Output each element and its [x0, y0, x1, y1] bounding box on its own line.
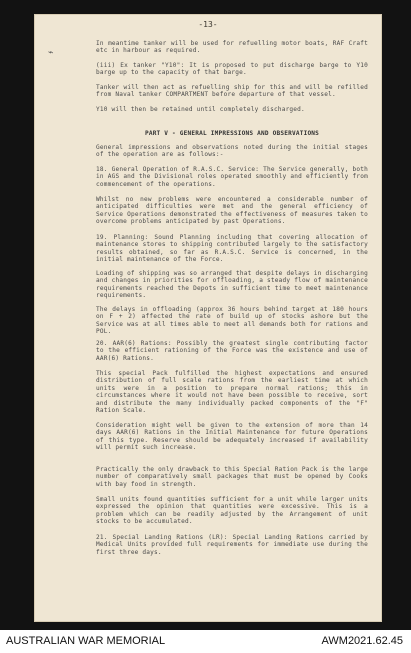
paragraph-14: Practically the only drawback to this Special Ration Pack is the large number of comparatively small packages that must be opened by Cooks with bay food in strength.	[96, 466, 368, 488]
paragraph-1: In meantime tanker will be used for refuelling motor boats, RAF Craft etc in harbour as required.	[96, 40, 368, 55]
paragraph-16: 21. Special Landing Rations (LR): Special Landing Rations carried by Medical Units provided full requirements for immediate use during the first three days.	[96, 534, 368, 556]
paragraph-6: 18. General Operation of R.A.S.C. Service: The Service generally, both in AGS and the Divisional roles operated smoothly and efficiently from commencement of the operations.	[96, 166, 368, 188]
margin-mark: ⌁	[48, 48, 54, 58]
paragraph-5: General impressions and observations noted during the initial stages of the operation are as follows:-	[96, 144, 368, 159]
paragraph-10: The delays in offloading (approx 36 hours behind target at 180 hours on F + 2) affected the rate of build up of stocks ashore but the Service was at all times able to meet all demands both for rations and POL.	[96, 306, 368, 336]
footer-bar	[0, 630, 411, 653]
paragraph-9: Loading of shipping was so arranged that despite delays in discharging and changes in priorities for offloading, a steady flow of maintenance requirements reached the Depots in sufficient time to meet maintenance requirements.	[96, 270, 368, 300]
page-number: -13-	[198, 20, 218, 29]
paragraph-2: (iii) Ex tanker "Y10": It is proposed to put discharge barge to Y10 barge up to the capacity of that barge.	[96, 62, 368, 77]
paragraph-12: This special Pack fulfilled the highest expectations and ensured distribution of full scale rations from the earliest time at which units were in a position to prepare normal rations; this in circumstances where it would not have been possible to receive, sort and distribute the many individually packed components of the "F" Ration Scale.	[96, 370, 368, 415]
paragraph-7: Whilst no new problems were encountered a considerable number of anticipated difficulties were met and the general efficiency of Service Operations demonstrated the effectiveness of measures taken to overcome problems anticipated by past Operations.	[96, 196, 368, 226]
paragraph-15: Small units found quantities sufficient for a unit while larger units expressed the opinion that quantities were excessive. This is a problem which can be readily adjusted by the Arrangement of unit stocks to be accumulated.	[96, 496, 368, 526]
footer-accession-number: AWM2021.62.45	[321, 635, 403, 647]
section-heading: PART V - GENERAL IMPRESSIONS AND OBSERVATIONS	[144, 130, 320, 137]
footer-source: AUSTRALIAN WAR MEMORIAL	[6, 635, 166, 647]
paragraph-4: Y10 will then be retained until completely discharged.	[96, 106, 305, 113]
paragraph-3: Tanker will then act as refuelling ship for this and will be refilled from Naval tanker COMPARTMENT before departure of that vessel.	[96, 84, 368, 99]
document-page	[34, 14, 382, 622]
paragraph-8: 19. Planning: Sound Planning including that covering allocation of maintenance stores to shipping contributed largely to the satisfactory results obtained, so far as R.A.S.C. Service is concerned, in the initial maintenance of the Force.	[96, 234, 368, 264]
paragraph-13: Consideration might well be given to the extension of more than 14 days AAR(6) Rations in the Initial Maintenance for future Operations of this type. Reserve should be adequately increased if availability will permit such increase.	[96, 422, 368, 452]
paragraph-11: 20. AAR(6) Rations: Possibly the greatest single contributing factor to the efficient rationing of the Force was the existence and use of AAR(6) Rations.	[96, 340, 368, 362]
